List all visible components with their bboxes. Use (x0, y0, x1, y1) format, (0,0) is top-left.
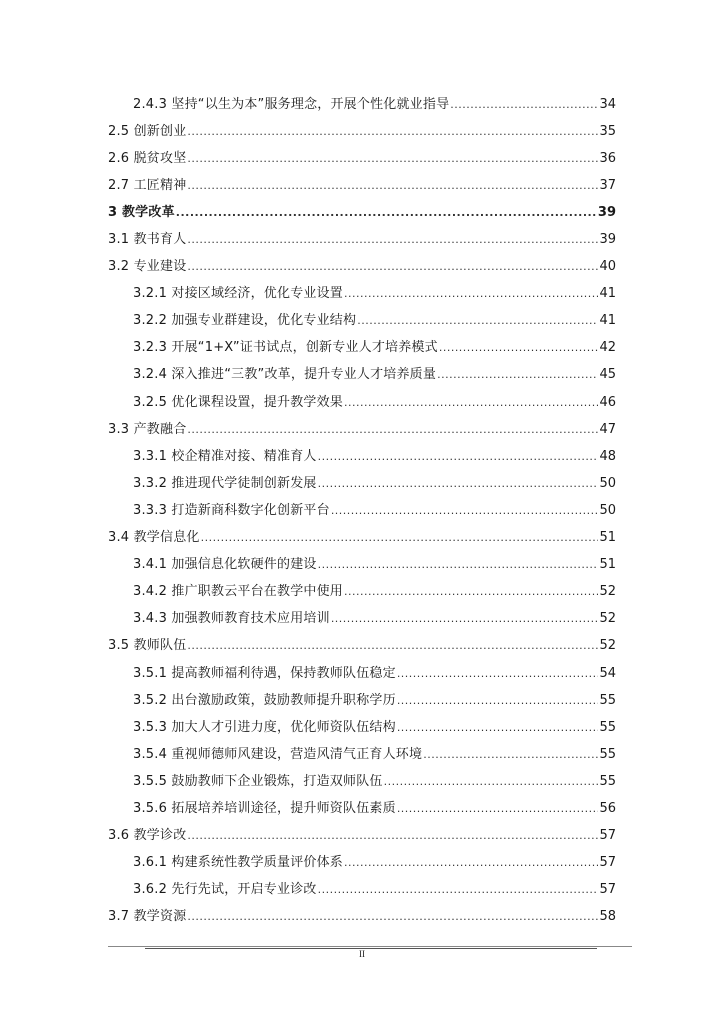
toc-entry-title: 3.5.4 重视师德师风建设，营造风清气正育人环境 (133, 746, 423, 762)
toc-entry-page-number: 52 (599, 638, 616, 654)
toc-dot-leader (187, 422, 598, 438)
toc-subsection-entry[interactable] (0, 741, 724, 768)
toc-entry-page-number: 41 (599, 313, 616, 329)
toc-entry-title: 3.3 产教融合 (108, 421, 187, 437)
toc-dot-leader (318, 476, 599, 492)
toc-dot-leader (397, 801, 599, 817)
toc-entry-title: 3.5.5 鼓励教师下企业锻炼，打造双师队伍 (133, 773, 383, 789)
toc-subsection-entry[interactable] (0, 687, 724, 714)
toc-entry-page-number: 39 (599, 232, 616, 248)
toc-entry-title: 3.6 教学诊改 (108, 828, 187, 844)
toc-entry-page-number: 35 (599, 123, 616, 139)
toc-entry-page-number: 48 (599, 448, 616, 464)
toc-entry-page-number: 52 (599, 584, 616, 600)
toc-dot-leader (344, 395, 598, 411)
toc-dot-leader (344, 855, 598, 871)
toc-entry-title: 2.7 工匠精神 (108, 177, 187, 193)
toc-entry-page-number: 37 (599, 177, 616, 193)
toc-section-entry[interactable] (0, 172, 724, 199)
toc-entry-link[interactable] (108, 530, 724, 546)
toc-entry-title: 3.2.2 加强专业群建设，优化专业结构 (133, 313, 357, 329)
toc-entry-link[interactable] (108, 422, 724, 438)
toc-entry-link[interactable] (133, 882, 724, 898)
toc-subsection-entry[interactable] (0, 714, 724, 741)
toc-entry-page-number: 39 (597, 204, 616, 220)
toc-dot-leader (201, 530, 599, 546)
toc-dot-leader (318, 557, 599, 573)
toc-entry-title: 3.3.2 推进现代学徒制创新发展 (133, 475, 317, 491)
toc-chapter-entry[interactable] (0, 199, 724, 226)
toc-dot-leader (187, 151, 598, 167)
toc-section-entry[interactable] (0, 416, 724, 443)
toc-entry-title: 3.2.5 优化课程设置，提升教学效果 (133, 394, 344, 410)
toc-entry-title: 3.1 教书育人 (108, 232, 187, 248)
toc-entry-link[interactable] (108, 638, 724, 654)
toc-entry-page-number: 47 (599, 421, 616, 437)
toc-dot-leader (397, 693, 599, 709)
toc-subsection-entry[interactable] (0, 850, 724, 877)
toc-entry-title: 3.4.2 推广职教云平台在教学中使用 (133, 584, 344, 600)
toc-entry-link[interactable] (133, 476, 724, 492)
toc-entry-title: 3.5.1 提高教师福利待遇，保持教师队伍稳定 (133, 665, 396, 681)
toc-entry-link[interactable] (133, 395, 724, 411)
toc-entry-link[interactable] (133, 584, 724, 600)
toc-subsection-entry[interactable] (0, 579, 724, 606)
toc-entry-link[interactable] (133, 747, 724, 763)
toc-entry-title: 3.3.1 校企精准对接、精准育人 (133, 448, 317, 464)
toc-entry-page-number: 54 (599, 665, 616, 681)
toc-dot-leader (450, 97, 598, 113)
toc-entry-page-number: 50 (599, 502, 616, 518)
toc-subsection-entry[interactable] (0, 768, 724, 795)
toc-entry-page-number: 56 (599, 800, 616, 816)
toc-entry-page-number: 58 (599, 909, 616, 925)
toc-entry-link[interactable] (133, 286, 724, 302)
toc-dot-leader (397, 666, 599, 682)
toc-entry-link[interactable] (108, 205, 724, 221)
toc-entry-title: 3.6.2 先行先试，开启专业诊改 (133, 882, 317, 898)
toc-entry-page-number: 41 (599, 286, 616, 302)
toc-entry-page-number: 46 (599, 394, 616, 410)
toc-entry-link[interactable] (133, 693, 724, 709)
toc-entry-link[interactable] (133, 557, 724, 573)
toc-entry-title: 2.6 脱贫攻坚 (108, 150, 187, 166)
toc-entry-page-number: 50 (599, 475, 616, 491)
toc-dot-leader (344, 584, 598, 600)
toc-entry-title: 3.2 专业建设 (108, 259, 187, 275)
toc-entry-page-number: 55 (599, 719, 616, 735)
toc-entry-page-number: 52 (599, 611, 616, 627)
toc-entry-link[interactable] (133, 367, 724, 383)
toc-dot-leader (187, 638, 598, 654)
toc-entry-link[interactable] (108, 909, 724, 925)
toc-entry-page-number: 51 (599, 557, 616, 573)
toc-entry-page-number: 51 (599, 530, 616, 546)
toc-dot-leader (318, 449, 599, 465)
toc-subsection-entry[interactable] (0, 606, 724, 633)
toc-entry-link[interactable] (108, 828, 724, 844)
toc-subsection-entry[interactable] (0, 470, 724, 497)
toc-section-entry[interactable] (0, 118, 724, 145)
toc-dot-leader (187, 178, 598, 194)
toc-section-entry[interactable] (0, 226, 724, 253)
toc-section-entry[interactable] (0, 254, 724, 281)
table-of-contents (0, 91, 724, 931)
toc-entry-page-number: 55 (599, 692, 616, 708)
toc-entry-title: 3.4 教学信息化 (108, 530, 200, 546)
toc-entry-link[interactable] (133, 449, 724, 465)
toc-entry-title: 3.4.3 加强教师教育技术应用培训 (133, 611, 330, 627)
toc-subsection-entry[interactable] (0, 497, 724, 524)
toc-entry-page-number: 55 (599, 773, 616, 789)
toc-entry-title: 3.2.3 开展“1+X”证书试点，创新专业人才培养模式 (133, 340, 438, 356)
toc-dot-leader (437, 367, 598, 383)
toc-entry-link[interactable] (133, 720, 724, 736)
toc-entry-page-number: 36 (599, 150, 616, 166)
toc-dot-leader (439, 340, 599, 356)
toc-entry-title: 2.5 创新创业 (108, 123, 187, 139)
toc-dot-leader (344, 286, 598, 302)
toc-dot-leader (331, 503, 599, 519)
toc-dot-leader (187, 828, 598, 844)
toc-subsection-entry[interactable] (0, 552, 724, 579)
toc-entry-link[interactable] (133, 611, 724, 627)
toc-entry-title: 3.2.4 深入推进“三教”改革，提升专业人才培养质量 (133, 367, 437, 383)
toc-entry-title: 3.5.6 拓展培养培训途径，提升师资队伍素质 (133, 800, 396, 816)
toc-section-entry[interactable] (0, 145, 724, 172)
toc-dot-leader (397, 720, 599, 736)
toc-entry-link[interactable] (133, 855, 724, 871)
toc-dot-leader (187, 124, 598, 140)
toc-dot-leader (318, 882, 599, 898)
toc-subsection-entry[interactable] (0, 877, 724, 904)
toc-entry-title: 2.4.3 坚持“以生为本”服务理念，开展个性化就业指导 (133, 96, 450, 112)
toc-entry-title: 3.6.1 构建系统性教学质量评价体系 (133, 855, 344, 871)
toc-section-entry[interactable] (0, 525, 724, 552)
toc-entry-title: 3.7 教学资源 (108, 909, 187, 925)
toc-dot-leader (187, 232, 598, 248)
toc-section-entry[interactable] (0, 904, 724, 931)
toc-entry-link[interactable] (133, 503, 724, 519)
toc-subsection-entry[interactable] (0, 389, 724, 416)
toc-entry-page-number: 57 (599, 882, 616, 898)
toc-subsection-entry[interactable] (0, 443, 724, 470)
toc-subsection-entry[interactable] (0, 795, 724, 822)
toc-entry-title: 3.2.1 对接区域经济，优化专业设置 (133, 286, 344, 302)
toc-entry-link[interactable] (133, 313, 724, 329)
toc-subsection-entry[interactable] (0, 660, 724, 687)
toc-dot-leader (187, 259, 598, 275)
toc-subsection-entry[interactable] (0, 91, 724, 118)
toc-subsection-entry[interactable] (0, 281, 724, 308)
toc-dot-leader (187, 909, 598, 925)
toc-entry-title: 3.5.2 出台激励政策，鼓励教师提升职称学历 (133, 692, 396, 708)
toc-entry-title: 3.5.3 加大人才引进力度，优化师资队伍结构 (133, 719, 396, 735)
toc-entry-title: 3.4.1 加强信息化软硬件的建设 (133, 557, 317, 573)
toc-entry-link[interactable] (133, 666, 724, 682)
toc-entry-link[interactable] (108, 178, 724, 194)
toc-dot-leader (423, 747, 598, 763)
toc-entry-title: 3 教学改革 (108, 204, 175, 220)
page-number: II (359, 949, 365, 959)
toc-subsection-entry[interactable] (0, 362, 724, 389)
toc-entry-link[interactable] (133, 340, 724, 356)
toc-entry-title: 3.5 教师队伍 (108, 638, 187, 654)
toc-dot-leader (331, 611, 599, 627)
toc-entry-page-number: 45 (599, 367, 616, 383)
toc-dot-leader (384, 774, 599, 790)
toc-entry-page-number: 57 (599, 855, 616, 871)
footer-rule (108, 946, 632, 947)
toc-entry-page-number: 40 (599, 259, 616, 275)
toc-entry-page-number: 57 (599, 828, 616, 844)
toc-entry-link[interactable] (108, 259, 724, 275)
toc-entry-title: 3.3.3 打造新商科数字化创新平台 (133, 502, 330, 518)
toc-entry-link[interactable] (108, 232, 724, 248)
toc-subsection-entry[interactable] (0, 308, 724, 335)
toc-entry-link[interactable] (133, 801, 724, 817)
toc-entry-page-number: 55 (599, 746, 616, 762)
toc-section-entry[interactable] (0, 823, 724, 850)
toc-dot-leader (176, 205, 597, 221)
toc-entry-link[interactable] (108, 124, 724, 140)
toc-entry-page-number: 42 (599, 340, 616, 356)
toc-entry-link[interactable] (133, 97, 724, 113)
toc-subsection-entry[interactable] (0, 335, 724, 362)
toc-entry-link[interactable] (133, 774, 724, 790)
toc-entry-link[interactable] (108, 151, 724, 167)
toc-section-entry[interactable] (0, 633, 724, 660)
toc-dot-leader (357, 313, 598, 329)
toc-entry-page-number: 34 (599, 96, 616, 112)
